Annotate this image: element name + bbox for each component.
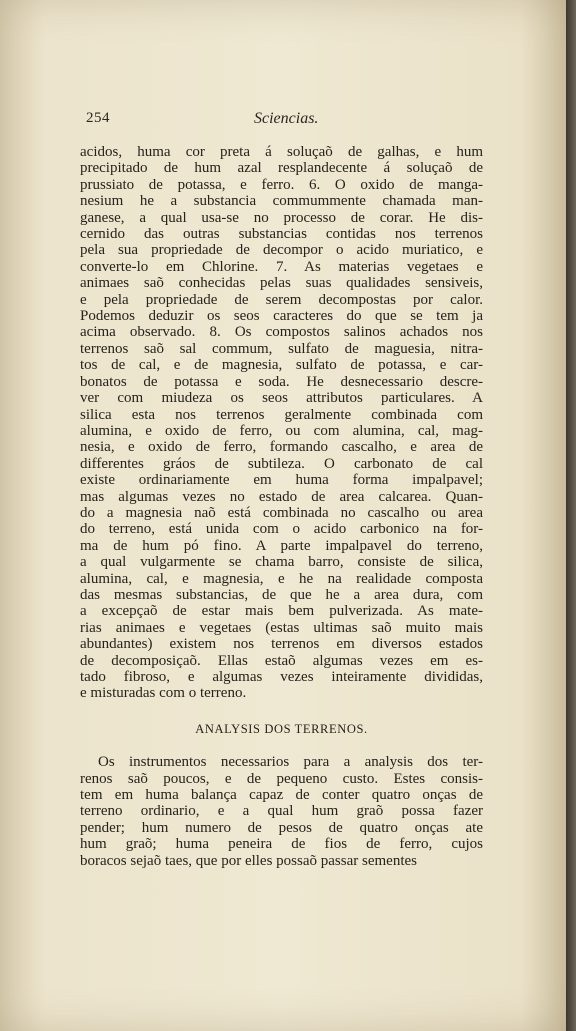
text-line: tem em huma balança capaz de conter quatro onças de (80, 787, 483, 804)
text-line: pela sua propriedade de decompor o acido muriatico, e (80, 242, 483, 259)
text-line: a qual vulgarmente se chama barro, consiste de silica, (80, 554, 483, 571)
text-line: a excepçaõ de estar mais bem pulverizada. As mate- (80, 603, 483, 620)
text-line: boracos sejaõ taes, que por elles possaõ passar sementes (80, 852, 417, 869)
text-line: abundantes) existem nos terrenos em diversos estados (80, 636, 483, 653)
text-line: terreno ordinario, e a qual hum graõ possa fazer (80, 803, 483, 820)
text-line: existe ordinariamente em huma forma impalpavel; (80, 472, 483, 489)
text-line: mas algumas vezes no estado de area calcarea. Quan- (80, 488, 483, 505)
text-line: hum graõ; huma peneira de fios de ferro, cujos (80, 836, 483, 853)
text-line: prussiato de potassa, e ferro. 6. O oxido de manga- (80, 176, 483, 193)
text-line: silica esta nos terrenos geralmente combinada com (80, 406, 483, 423)
text-line: terrenos saõ sal commum, sulfato de maguesia, nitra- (80, 340, 483, 357)
paragraph-2 (80, 754, 483, 869)
text-line: renos saõ poucos, e de pequeno custo. Estes consis- (80, 770, 483, 787)
text-line: precipitado de hum azal resplandecente á soluçaõ de (80, 160, 483, 177)
text-line: tado fibroso, e algumas vezes inteiramente divididas, (80, 669, 483, 685)
text-line: rias animaes e vegetaes (estas ultimas saõ muito mais (80, 619, 483, 636)
section-heading: ANALYSIS DOS TERRENOS. (195, 721, 368, 736)
text-line: differentes gráos de subtileza. O carbonato de cal (80, 455, 483, 472)
page-number: 254 (86, 110, 110, 126)
text-line: bonatos de potassa e soda. He desnecessario descre- (80, 373, 483, 390)
text-line: e misturadas com o terreno. (80, 685, 247, 702)
book-edge (566, 0, 576, 1031)
text-line: ganese, a qual usa-se no processo de corar. He dis- (80, 209, 483, 226)
text-line: ma de hum pó fino. A parte impalpavel do terreno, (80, 537, 483, 554)
text-line: cernido das outras substancias contidas nos terrenos (80, 226, 483, 243)
text-line: pender; hum numero de pesos de quatro onças ate (80, 819, 483, 836)
text-line: de decomposiçaõ. Ellas estaõ algumas vezes em es- (80, 652, 483, 669)
running-head: Sciencias. (254, 110, 319, 127)
text-line: alumina, e oxido de ferro, ou com alumina, cal, mag- (80, 422, 483, 439)
text-line: ver com miudeza os seos attributos particulares. A (80, 390, 483, 407)
text-line: tos de cal, e de magnesia, sulfato de potassa, e car- (80, 357, 483, 374)
text-line: acidos, huma cor preta á soluçaõ de galhas, e hum (80, 144, 483, 160)
text-line: Podemos deduzir os seos caracteres do que se tem ja (80, 308, 483, 325)
text-line: das mesmas substancias, de que he a area dura, com (80, 586, 483, 603)
text-line: do a magnesia naõ está combinada no cascalho ou area (80, 504, 483, 521)
text-line: do terreno, está unida com o acido carbonico na for- (80, 521, 483, 538)
text-line: acima observado. 8. Os compostos salinos achados nos (80, 324, 483, 341)
text-line: converte-lo em Chlorine. 7. As materias vegetaes e (80, 258, 483, 275)
text-line: alumina, cal, e magnesia, e he na realidade composta (80, 570, 483, 587)
paragraph-1 (80, 144, 483, 702)
text-line: nesium he a substancia commummente chamada man- (80, 193, 483, 210)
text-line: e pela propriedade de serem decompostas por calor. (80, 291, 483, 308)
text-line: animaes saõ conhecidas pelas suas qualidades sensiveis, (80, 275, 483, 292)
body-text (80, 144, 483, 869)
page-header (86, 110, 480, 132)
text-line: nesia, e oxido de ferro, formando cascalho, e area de (80, 439, 483, 456)
text-line: Os instrumentos necessarios para a analysis dos ter- (98, 754, 483, 771)
